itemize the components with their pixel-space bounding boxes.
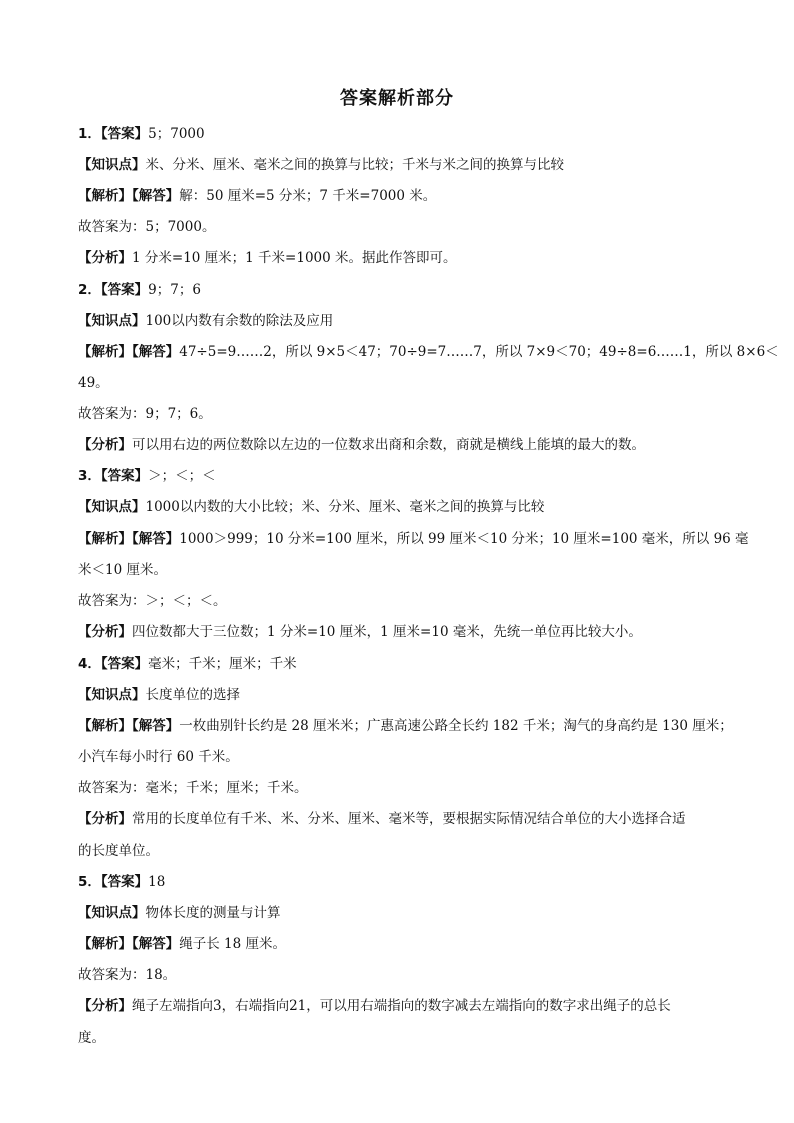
knowledge-text: 100以内数有余数的除法及应用 — [145, 313, 334, 329]
analysis-text: 四位数都大于三位数；1 分米=10 厘米，1 厘米=10 毫米，先统一单位再比较大小。 — [132, 624, 642, 640]
q4-number: 4． — [78, 656, 101, 672]
solution-text: 解：50 厘米=5 分米；7 千米=7000 米。 — [179, 188, 437, 204]
q5-knowledge — [78, 904, 750, 922]
q3-final: 故答案为：＞；＜；＜。 — [78, 593, 227, 609]
q2-knowledge — [78, 312, 750, 330]
q1-knowledge — [78, 156, 750, 174]
q3-solution-cont: 米＜10 厘米。 — [78, 562, 167, 578]
answer-tag: 【答案】 — [100, 282, 149, 298]
answer-tag: 【答案】 — [100, 874, 149, 890]
q2-solution — [78, 343, 779, 361]
solution-tag: 【解析】【解答】 — [78, 936, 180, 952]
q3-answer — [78, 467, 750, 485]
q5-solution — [78, 935, 750, 953]
analysis-text: 绳子左端指向3，右端指向21，可以用右端指向的数字减去左端指向的数字求出绳子的总长 — [132, 998, 671, 1014]
q5-analysis-cont: 度。 — [78, 1030, 105, 1046]
answer-text: 毫米；千米；厘米；千米 — [148, 656, 297, 672]
answer-tag: 【答案】 — [100, 656, 149, 672]
answer-tag: 【答案】 — [100, 468, 149, 484]
knowledge-tag: 【知识点】 — [78, 905, 146, 921]
q5-answer — [78, 873, 750, 891]
analysis-tag: 【分析】 — [78, 811, 132, 827]
q4-solution — [78, 717, 750, 735]
analysis-text: 1 分米=10 厘米；1 千米=1000 米。据此作答即可。 — [132, 250, 457, 266]
analysis-tag: 【分析】 — [78, 250, 132, 266]
q4-solution-cont: 小汽车每小时行 60 千米。 — [78, 749, 239, 765]
solution-text: 绳子长 18 厘米。 — [179, 936, 287, 952]
q4-final: 故答案为：毫米；千米；厘米；千米。 — [78, 780, 308, 796]
analysis-text: 可以用右边的两位数除以左边的一位数求出商和余数，商就是横线上能填的最大的数。 — [132, 437, 645, 453]
analysis-tag: 【分析】 — [78, 437, 132, 453]
knowledge-text: 物体长度的测量与计算 — [145, 905, 281, 921]
answer-text: 9；7；6 — [148, 282, 201, 298]
answer-text: 18 — [148, 874, 166, 890]
page-title: 答案解析部分 — [340, 88, 454, 109]
q1-solution — [78, 187, 750, 205]
answer-text: 5；7000 — [148, 126, 205, 142]
q3-number: 3． — [78, 468, 101, 484]
solution-text: 1000＞999；10 分米=100 厘米，所以 99 厘米＜10 分米；10 厘米=100 毫米，所以 96 毫 — [179, 531, 749, 547]
analysis-tag: 【分析】 — [78, 624, 132, 640]
analysis-text: 常用的长度单位有千米、米、分米、厘米、毫米等，要根据实际情况结合单位的大小选择合适 — [132, 811, 686, 827]
q1-number: 1． — [78, 126, 101, 142]
knowledge-text: 长度单位的选择 — [145, 687, 240, 703]
q4-analysis — [78, 810, 750, 828]
q4-answer — [78, 655, 750, 673]
answer-tag: 【答案】 — [100, 126, 149, 142]
answer-text: ＞；＜；＜ — [148, 468, 216, 484]
q4-knowledge — [78, 686, 750, 704]
knowledge-tag: 【知识点】 — [78, 157, 146, 173]
solution-text: 47÷5=9……2，所以 9×5＜47；70÷9=7……7，所以 7×9＜70；49÷8=6……1，所以 8×6＜ — [179, 344, 779, 360]
q3-knowledge — [78, 498, 750, 516]
solution-text: 一枚曲别针长约是 28 厘米米；广惠高速公路全长约 182 千米；淘气的身高约是 130 厘米； — [179, 718, 733, 734]
knowledge-tag: 【知识点】 — [78, 313, 146, 329]
q1-analysis — [78, 249, 750, 267]
q1-final: 故答案为：5；7000。 — [78, 219, 216, 235]
knowledge-text: 米、分米、厘米、毫米之间的换算与比较；千米与米之间的换算与比较 — [145, 157, 564, 173]
analysis-tag: 【分析】 — [78, 998, 132, 1014]
solution-tag: 【解析】【解答】 — [78, 531, 180, 547]
q5-number: 5． — [78, 874, 101, 890]
q3-analysis — [78, 623, 750, 641]
solution-tag: 【解析】【解答】 — [78, 718, 180, 734]
solution-tag: 【解析】【解答】 — [78, 188, 180, 204]
knowledge-text: 1000以内数的大小比较；米、分米、厘米、毫米之间的换算与比较 — [145, 499, 545, 515]
q2-solution-cont: 49。 — [78, 375, 109, 391]
knowledge-tag: 【知识点】 — [78, 499, 146, 515]
q1-answer — [78, 125, 750, 143]
q2-final: 故答案为：9；7；6。 — [78, 406, 212, 422]
q5-final: 故答案为：18。 — [78, 967, 177, 983]
q3-solution — [78, 530, 750, 548]
knowledge-tag: 【知识点】 — [78, 687, 146, 703]
q2-analysis — [78, 436, 750, 454]
q4-analysis-cont: 的长度单位。 — [78, 843, 159, 859]
solution-tag: 【解析】【解答】 — [78, 344, 180, 360]
q5-analysis — [78, 997, 750, 1015]
q2-answer — [78, 281, 750, 299]
q2-number: 2． — [78, 282, 101, 298]
